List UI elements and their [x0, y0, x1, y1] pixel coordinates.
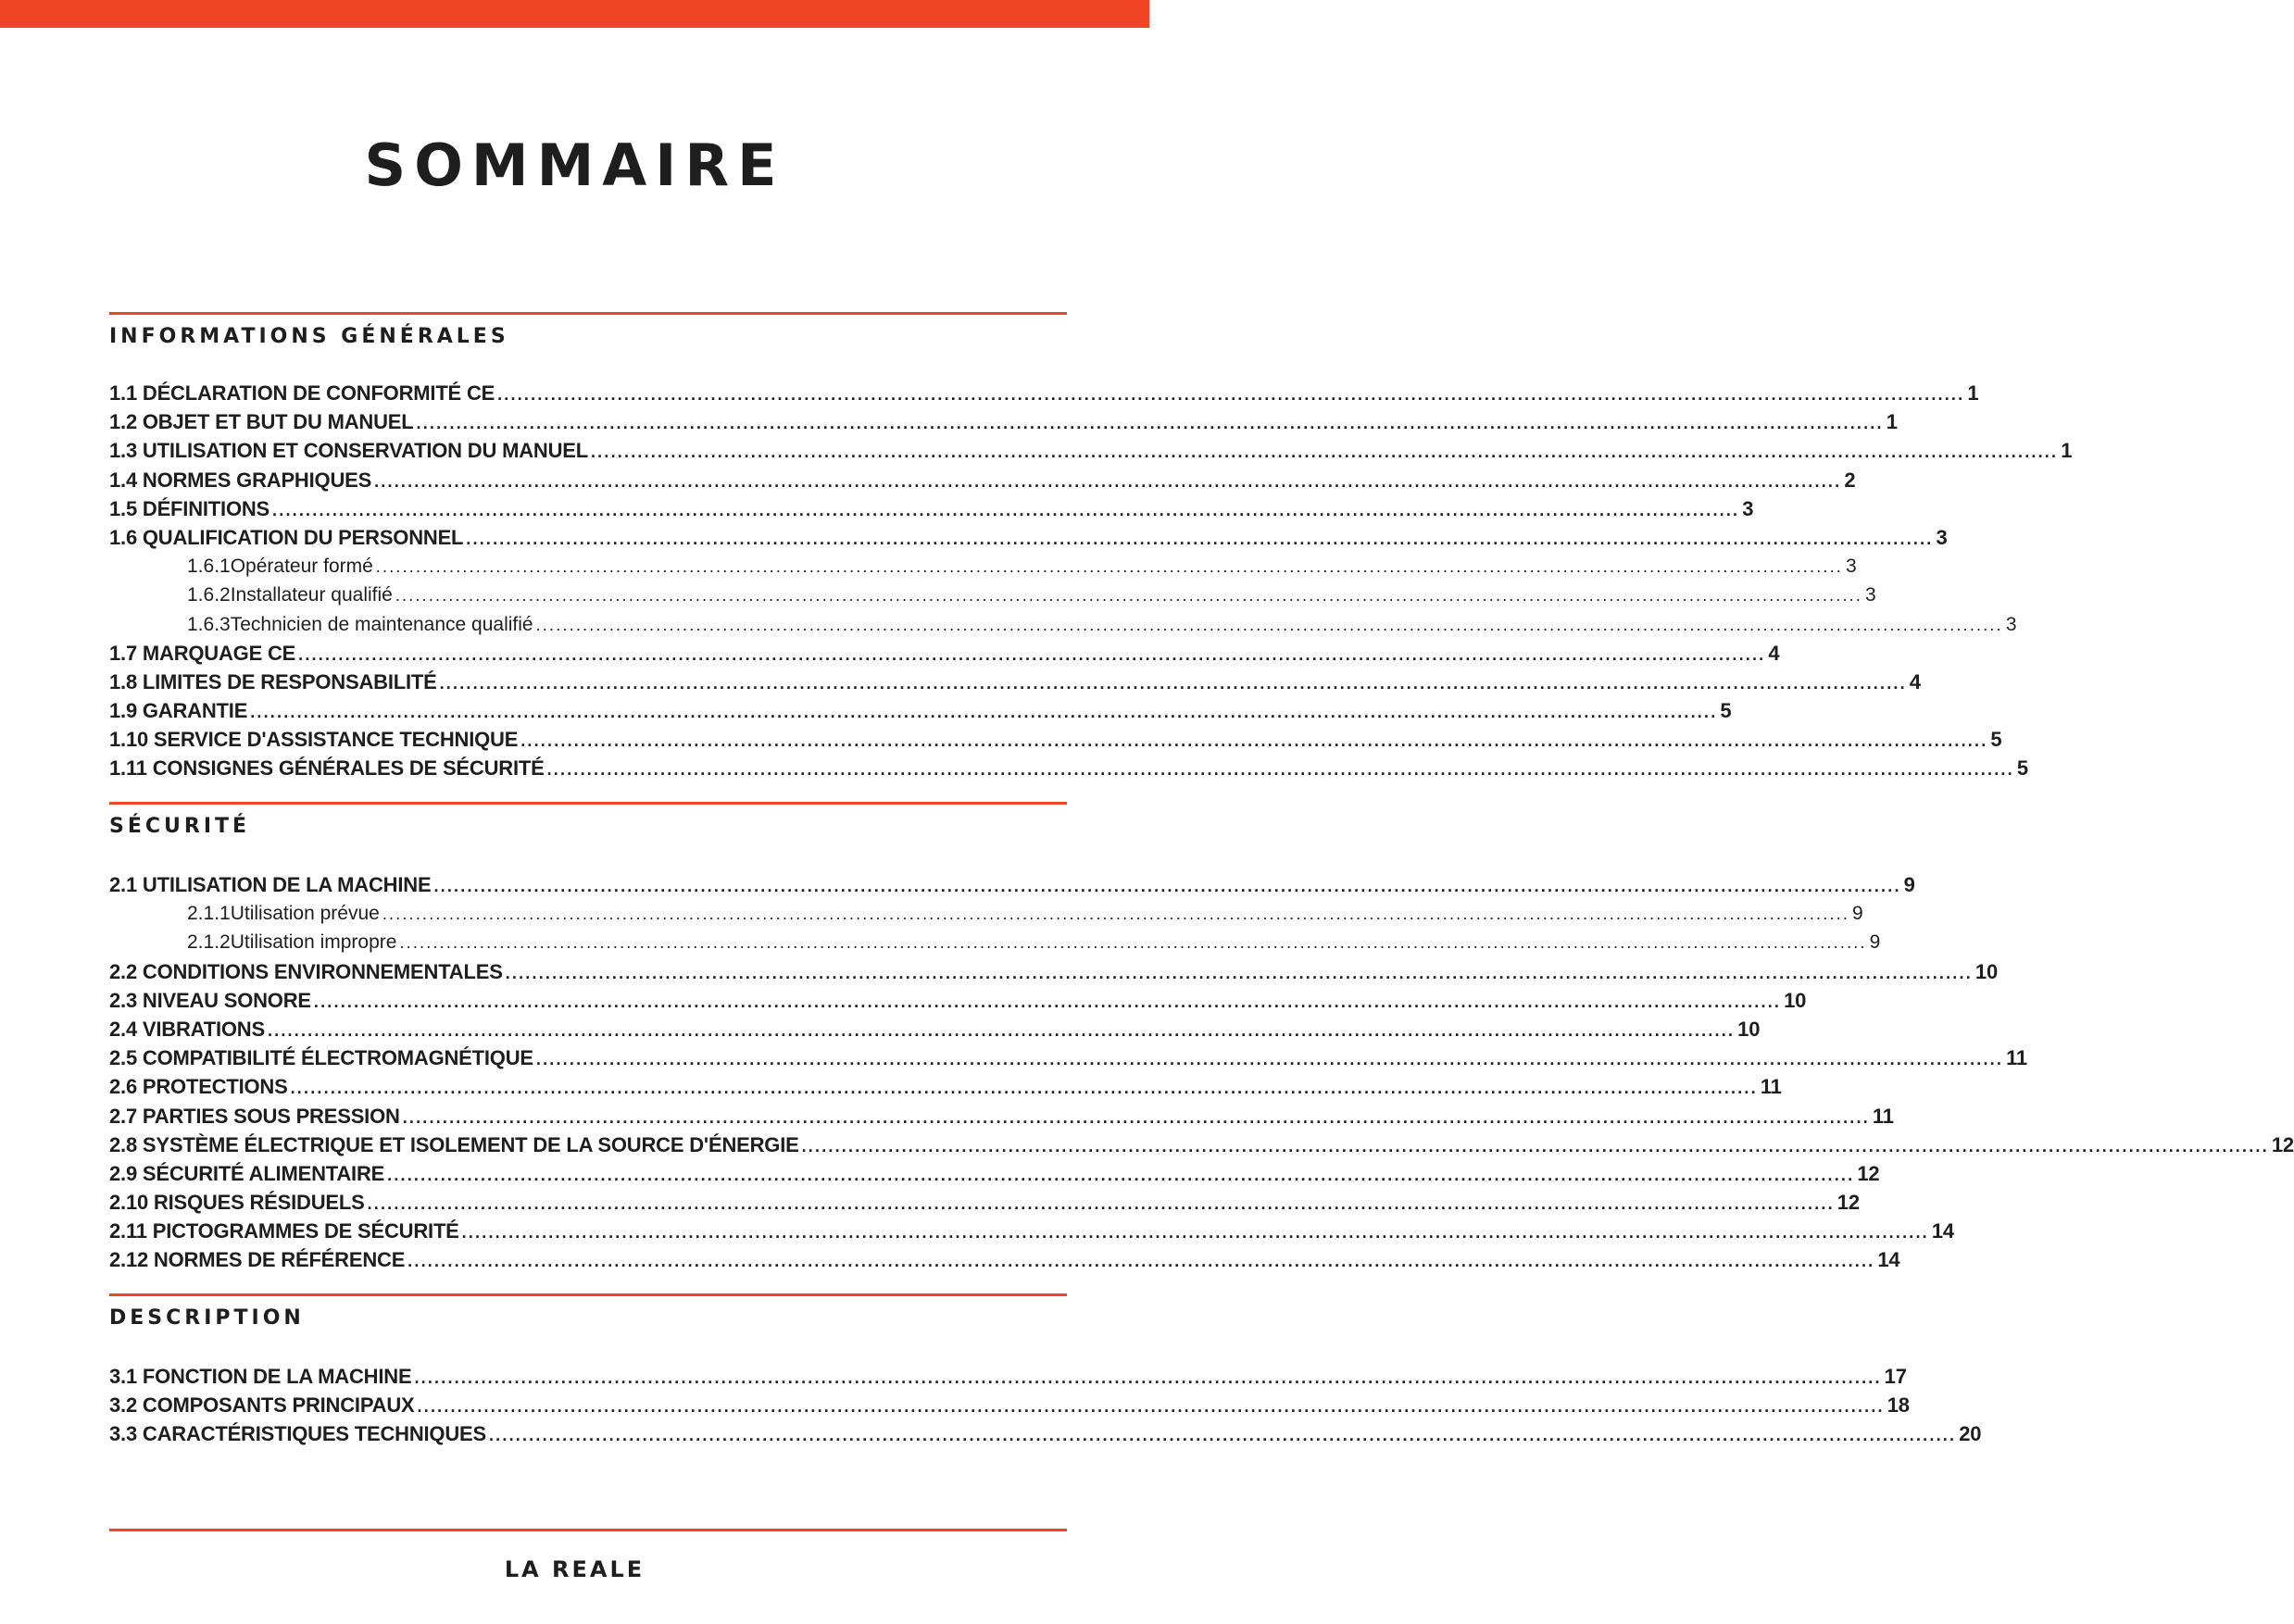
toc-entry[interactable] [109, 1015, 1761, 1043]
dot-leader: ............................................................................................................................................................................................................................ [387, 1165, 1855, 1184]
toc-page-number: 3 [1846, 556, 1857, 578]
toc-entry-title: 1.10 SERVICE D'ASSISTANCE TECHNIQUE [109, 728, 519, 752]
section-heading-description: DESCRIPTION [109, 1306, 305, 1330]
toc-list-description [109, 1362, 1982, 1449]
toc-entry-title: 1.8 LIMITES DE RESPONSABILITÉ [109, 669, 437, 693]
toc-page-number: 9 [1852, 903, 1863, 925]
toc-page-number: 5 [1990, 728, 2002, 752]
toc-entry-title: 2.7 PARTIES SOUS PRESSION [109, 1104, 400, 1128]
dot-leader: ............................................................................................................................................................................................................................ [590, 443, 2059, 462]
toc-list-security [109, 870, 2294, 1275]
dot-leader: ............................................................................................................................................................................................................................ [417, 1397, 1885, 1417]
toc-subentry[interactable] [109, 928, 1881, 956]
toc-page-number: 5 [1720, 699, 1732, 723]
toc-subentry[interactable] [109, 552, 1857, 581]
toc-page-number: 12 [1836, 1191, 1860, 1215]
toc-entry-title: 2.6 PROTECTIONS [109, 1075, 288, 1099]
toc-entry[interactable] [109, 870, 1915, 899]
dot-leader: ............................................................................................................................................................................................................................ [535, 615, 2003, 634]
toc-page-number: 18 [1887, 1393, 1910, 1418]
dot-leader: ............................................................................................................................................................................................................................ [407, 1252, 1875, 1271]
toc-entry[interactable] [109, 696, 1732, 725]
toc-entry[interactable] [109, 523, 1948, 552]
toc-page-number: 1 [1967, 381, 1979, 405]
toc-entry[interactable] [109, 1159, 1880, 1188]
toc-page-number: 17 [1884, 1365, 1907, 1388]
toc-entry-title: Utilisation prévue [230, 903, 380, 925]
toc-entry-title: 1.6 QUALIFICATION DU PERSONNEL [109, 525, 464, 549]
footer-divider [109, 1529, 1067, 1531]
dot-leader: ............................................................................................................................................................................................................................ [433, 877, 1901, 895]
toc-page-number: 1 [2061, 439, 2073, 463]
toc-entry[interactable] [109, 639, 1780, 668]
toc-entry-title: 2.8 SYSTÈME ÉLECTRIQUE ET ISOLEMENT DE LA SOURCE D'ÉNERGIE [109, 1132, 799, 1156]
dot-leader: ............................................................................................................................................................................................................................ [416, 414, 1884, 433]
toc-entry[interactable] [109, 1362, 1907, 1391]
toc-entry-title: 3.3 CARACTÉRISTIQUES TECHNIQUES [109, 1422, 486, 1446]
toc-entry[interactable] [109, 725, 2002, 754]
dot-leader: ............................................................................................................................................................................................................................ [461, 1223, 1929, 1243]
toc-entry-title: 2.9 SÉCURITÉ ALIMENTAIRE [109, 1161, 385, 1185]
section-heading-general: INFORMATIONS GÉNÉRALES [109, 325, 509, 348]
toc-entry-number: 1.6.3 [187, 613, 231, 635]
dot-leader: ............................................................................................................................................................................................................................ [399, 933, 1867, 953]
toc-entry[interactable] [109, 754, 2028, 782]
dot-leader: ............................................................................................................................................................................................................................ [488, 1426, 1957, 1445]
toc-page-number: 14 [1931, 1219, 1954, 1243]
toc-entry[interactable] [109, 494, 1754, 523]
toc-page-number: 9 [1869, 931, 1881, 954]
dot-leader: ............................................................................................................................................................................................................................ [466, 529, 1934, 548]
toc-entry-title: 3.2 COMPOSANTS PRINCIPAUX [109, 1393, 415, 1418]
toc-entry[interactable] [109, 1419, 1982, 1448]
toc-entry[interactable] [109, 466, 1856, 494]
toc-entry-title: 2.12 NORMES DE RÉFÉRENCE [109, 1248, 406, 1272]
dot-leader: ............................................................................................................................................................................................................................ [250, 703, 1718, 722]
toc-page-number: 9 [1903, 873, 1915, 896]
toc-entry-title: 1.9 GARANTIE [109, 699, 248, 723]
toc-page-number: 20 [1959, 1422, 1982, 1446]
toc-page-number: 11 [2006, 1046, 2027, 1070]
toc-page-number: 1 [1886, 410, 1898, 434]
toc-entry-number: 1.6.1 [187, 556, 231, 578]
toc-entry-title: 1.2 OBJET ET BUT DU MANUEL [109, 410, 414, 434]
dot-leader: ............................................................................................................................................................................................................................ [414, 1368, 1882, 1387]
toc-page-number: 10 [1737, 1017, 1761, 1041]
toc-entry[interactable] [109, 436, 2073, 465]
toc-page-number: 12 [2271, 1132, 2294, 1156]
toc-page-number: 2 [1844, 468, 1856, 492]
toc-page-number: 4 [1909, 669, 1921, 693]
toc-page-number: 3 [1742, 496, 1754, 520]
dot-leader: ............................................................................................................................................................................................................................ [395, 586, 1863, 606]
toc-entry[interactable] [109, 1102, 1894, 1131]
toc-page-number: 12 [1857, 1161, 1880, 1185]
toc-entry-number: 2.1.2 [187, 931, 231, 954]
toc-entry-title: 1.5 DÉFINITIONS [109, 496, 270, 520]
toc-page-number: 3 [2005, 613, 2017, 635]
toc-page-number: 10 [1974, 959, 1998, 983]
toc-list-general [109, 379, 2073, 783]
toc-entry-title: 2.4 VIBRATIONS [109, 1017, 265, 1041]
dot-leader: ............................................................................................................................................................................................................................ [439, 673, 1907, 693]
dot-leader: ............................................................................................................................................................................................................................ [313, 992, 1782, 1011]
toc-subentry[interactable] [109, 581, 1876, 609]
toc-entry[interactable] [109, 668, 1921, 696]
dot-leader: ............................................................................................................................................................................................................................ [267, 1020, 1736, 1040]
toc-entry[interactable] [109, 1072, 1782, 1101]
toc-entry-title: 1.1 DÉCLARATION DE CONFORMITÉ CE [109, 381, 495, 405]
toc-entry[interactable] [109, 957, 1998, 986]
toc-entry[interactable] [109, 986, 1807, 1015]
toc-page-number: 10 [1784, 988, 1807, 1012]
toc-page-number: 11 [1872, 1104, 1894, 1128]
toc-entry[interactable] [109, 379, 1979, 407]
toc-entry[interactable] [109, 1043, 2027, 1072]
top-accent-bar [0, 0, 1149, 28]
toc-entry-title: 2.1 UTILISATION DE LA MACHINE [109, 873, 432, 896]
footer-brand: LA REALE [504, 1556, 646, 1582]
toc-subentry[interactable] [109, 899, 1863, 928]
toc-entry[interactable] [109, 1188, 1860, 1217]
toc-page-number: 14 [1877, 1248, 1900, 1272]
dot-leader: ............................................................................................................................................................................................................................ [505, 963, 1973, 982]
toc-entry-title: 3.1 FONCTION DE LA MACHINE [109, 1365, 412, 1388]
toc-entry-title: 2.2 CONDITIONS ENVIRONNEMENTALES [109, 959, 503, 983]
toc-entry[interactable] [109, 1245, 1900, 1274]
toc-entry-title: 2.5 COMPATIBILITÉ ÉLECTROMAGNÉTIQUE [109, 1046, 533, 1070]
page-title: SOMMAIRE [364, 131, 785, 199]
toc-entry-title: 1.7 MARQUAGE CE [109, 641, 296, 665]
dot-leader: ............................................................................................................................................................................................................................ [374, 471, 1842, 491]
toc-entry-title: 1.3 UTILISATION ET CONSERVATION DU MANUEL [109, 439, 588, 463]
section-divider-1 [109, 312, 1067, 315]
toc-entry-title: 1.4 NORMES GRAPHIQUES [109, 468, 372, 492]
section-heading-security: SÉCURITÉ [109, 815, 251, 838]
dot-leader: ............................................................................................................................................................................................................................ [546, 760, 2014, 780]
toc-entry-title: Opérateur formé [230, 556, 373, 578]
dot-leader: ............................................................................................................................................................................................................................ [520, 731, 1988, 751]
toc-entry-number: 2.1.1 [187, 903, 231, 925]
dot-leader: ............................................................................................................................................................................................................................ [497, 385, 1965, 404]
dot-leader: ............................................................................................................................................................................................................................ [298, 644, 1766, 664]
dot-leader: ............................................................................................................................................................................................................................ [801, 1136, 2269, 1156]
dot-leader: ............................................................................................................................................................................................................................ [382, 905, 1850, 924]
toc-page-number: 3 [1936, 525, 1948, 549]
toc-page-number: 3 [1865, 584, 1876, 606]
toc-subentry[interactable] [109, 610, 2017, 639]
toc-page-number: 5 [2016, 756, 2028, 781]
dot-leader: ............................................................................................................................................................................................................................ [375, 557, 1844, 577]
toc-entry-title: 2.10 RISQUES RÉSIDUELS [109, 1191, 365, 1215]
toc-entry[interactable] [109, 1391, 1910, 1419]
dot-leader: ............................................................................................................................................................................................................................ [290, 1079, 1758, 1098]
toc-page-number: 4 [1768, 641, 1780, 665]
dot-leader: ............................................................................................................................................................................................................................ [535, 1050, 2004, 1069]
toc-entry-title: Utilisation impropre [230, 931, 397, 954]
section-divider-3 [109, 1293, 1067, 1296]
toc-entry[interactable] [109, 407, 1898, 436]
dot-leader: ............................................................................................................................................................................................................................ [367, 1194, 1835, 1214]
toc-entry[interactable] [109, 1217, 1954, 1245]
toc-entry-title: 1.11 CONSIGNES GÉNÉRALES DE SÉCURITÉ [109, 756, 545, 781]
toc-entry-title: 2.3 NIVEAU SONORE [109, 988, 311, 1012]
toc-entry-title: Installateur qualifié [230, 584, 393, 606]
section-divider-2 [109, 802, 1067, 805]
toc-page-number: 11 [1760, 1075, 1782, 1099]
toc-entry-title: 2.11 PICTOGRAMMES DE SÉCURITÉ [109, 1219, 459, 1243]
dot-leader: ............................................................................................................................................................................................................................ [272, 500, 1740, 519]
toc-entry-title: Technicien de maintenance qualifié [230, 613, 533, 635]
dot-leader: ............................................................................................................................................................................................................................ [402, 1107, 1870, 1127]
toc-entry-number: 1.6.2 [187, 584, 231, 606]
toc-entry[interactable] [109, 1131, 2294, 1159]
